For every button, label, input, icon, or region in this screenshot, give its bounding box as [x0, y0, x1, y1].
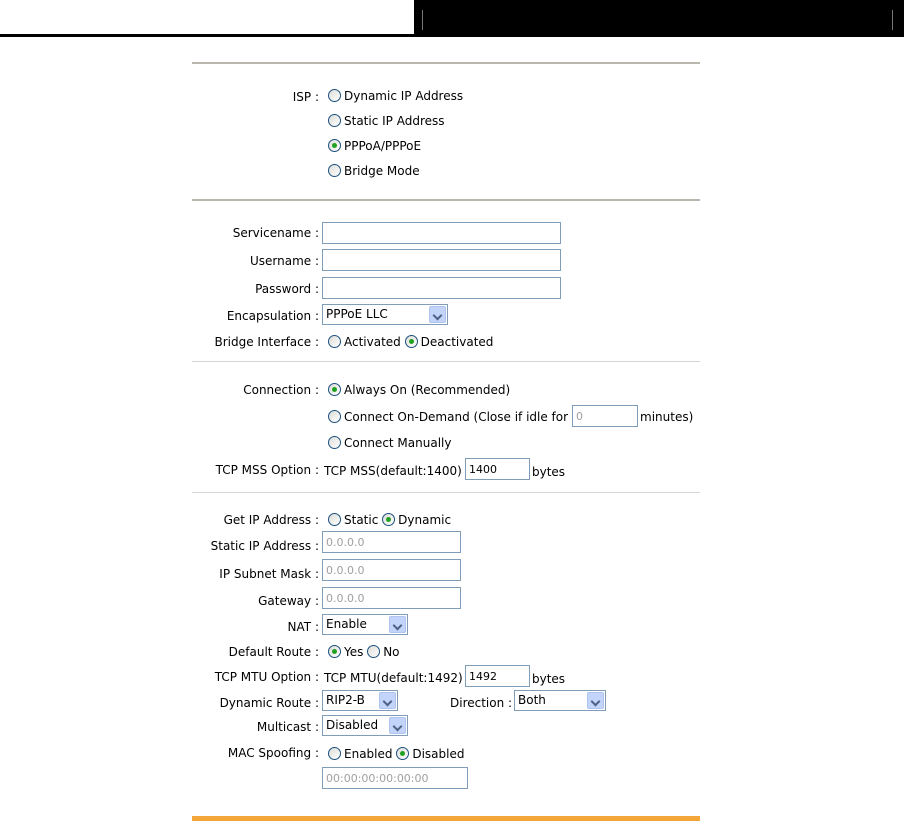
- username-input[interactable]: [322, 249, 561, 271]
- mac-spoofing-label: MAC Spoofing :: [227, 746, 319, 760]
- isp-option-bridge[interactable]: Bridge Mode: [328, 163, 420, 178]
- tcp-mtu-label: TCP MTU Option :: [214, 670, 319, 684]
- get-ip-label: Get IP Address :: [223, 513, 319, 527]
- tcp-mss-input[interactable]: [465, 458, 530, 480]
- subnet-mask-input[interactable]: [322, 559, 461, 581]
- password-label: Password :: [255, 282, 319, 296]
- radio-selected-icon[interactable]: [328, 383, 341, 396]
- radio-icon[interactable]: [328, 747, 341, 760]
- dynamic-route-label: Dynamic Route :: [219, 696, 319, 710]
- chevron-down-icon[interactable]: [429, 306, 446, 323]
- static-ip-input[interactable]: [322, 531, 461, 553]
- isp-label: ISP :: [292, 90, 319, 104]
- static-ip-label: Static IP Address :: [210, 539, 319, 553]
- isp-option-pppoe[interactable]: PPPoA/PPPoE: [328, 138, 421, 153]
- tcp-mtu-text: TCP MTU(default:1492): [324, 671, 463, 685]
- servicename-label: Servicename :: [232, 226, 319, 240]
- minutes-label: minutes): [640, 410, 694, 424]
- radio-icon[interactable]: [328, 164, 341, 177]
- mac-enabled-option[interactable]: Enabled: [328, 746, 393, 760]
- radio-selected-icon[interactable]: [405, 335, 418, 348]
- default-route-no-option[interactable]: No: [367, 644, 399, 658]
- idle-minutes-input[interactable]: [572, 405, 638, 427]
- nat-label: NAT :: [287, 620, 319, 634]
- bridge-deactivated-option[interactable]: Deactivated: [405, 334, 494, 348]
- tcp-mss-unit: bytes: [532, 465, 566, 479]
- default-route-label: Default Route :: [228, 645, 319, 659]
- isp-option-dynamic[interactable]: Dynamic IP Address: [328, 88, 463, 103]
- radio-selected-icon[interactable]: [328, 645, 341, 658]
- chevron-down-icon[interactable]: [379, 692, 396, 709]
- default-route-options: [328, 644, 400, 659]
- connection-on-demand-option[interactable]: Connect On-Demand (Close if idle for: [328, 409, 568, 424]
- nat-select[interactable]: Enable: [322, 614, 408, 635]
- radio-icon[interactable]: [328, 513, 341, 526]
- section-divider: [192, 361, 700, 362]
- bridge-activated-option[interactable]: Activated: [328, 334, 401, 348]
- header-divider: [892, 10, 893, 30]
- header-divider: [422, 10, 423, 30]
- radio-icon[interactable]: [367, 645, 380, 658]
- section-divider: [192, 492, 700, 493]
- dynamic-route-select[interactable]: RIP2-B: [322, 690, 398, 711]
- username-label: Username :: [249, 254, 319, 268]
- header-left-bar: [0, 0, 414, 37]
- get-ip-dynamic-option[interactable]: Dynamic: [382, 512, 451, 526]
- gateway-input[interactable]: [322, 587, 461, 609]
- connection-label: Connection :: [243, 383, 319, 397]
- radio-icon[interactable]: [328, 410, 341, 423]
- tcp-mss-text: TCP MSS(default:1400): [324, 464, 462, 478]
- chevron-down-icon[interactable]: [587, 692, 604, 709]
- bridge-interface-options: [328, 334, 493, 349]
- tcp-mtu-unit: bytes: [532, 672, 566, 686]
- header-right-bar: [414, 0, 904, 37]
- section-divider: [192, 62, 700, 64]
- encapsulation-select[interactable]: PPPoE LLC: [322, 304, 448, 325]
- servicename-input[interactable]: [322, 222, 561, 244]
- radio-icon[interactable]: [328, 89, 341, 102]
- radio-icon[interactable]: [328, 436, 341, 449]
- connection-always-on-option[interactable]: Always On (Recommended): [328, 382, 510, 397]
- password-input[interactable]: [322, 277, 561, 299]
- multicast-label: Multicast :: [256, 720, 319, 734]
- get-ip-options: [328, 512, 451, 527]
- gateway-label: Gateway :: [258, 594, 319, 608]
- mac-spoofing-options: [328, 746, 464, 761]
- radio-icon[interactable]: [328, 114, 341, 127]
- chevron-down-icon[interactable]: [389, 717, 406, 734]
- tcp-mss-label: TCP MSS Option :: [215, 463, 319, 477]
- radio-selected-icon[interactable]: [382, 513, 395, 526]
- footer-divider: [192, 816, 700, 821]
- mac-address-input[interactable]: [322, 767, 468, 789]
- radio-selected-icon[interactable]: [328, 139, 341, 152]
- chevron-down-icon[interactable]: [389, 616, 406, 633]
- radio-icon[interactable]: [328, 335, 341, 348]
- direction-select[interactable]: Both: [514, 690, 606, 711]
- get-ip-static-option[interactable]: Static: [328, 512, 378, 526]
- mac-disabled-option[interactable]: Disabled: [396, 746, 464, 760]
- isp-option-static[interactable]: Static IP Address: [328, 113, 445, 128]
- bridge-interface-label: Bridge Interface :: [214, 335, 319, 349]
- subnet-mask-label: IP Subnet Mask :: [219, 567, 319, 581]
- tcp-mtu-input[interactable]: [465, 665, 530, 687]
- direction-label: Direction :: [450, 696, 513, 710]
- encapsulation-label: Encapsulation :: [226, 309, 319, 323]
- multicast-select[interactable]: Disabled: [322, 715, 408, 736]
- radio-selected-icon[interactable]: [396, 747, 409, 760]
- default-route-yes-option[interactable]: Yes: [328, 644, 363, 658]
- section-divider: [192, 199, 700, 201]
- connection-manual-option[interactable]: Connect Manually: [328, 435, 451, 450]
